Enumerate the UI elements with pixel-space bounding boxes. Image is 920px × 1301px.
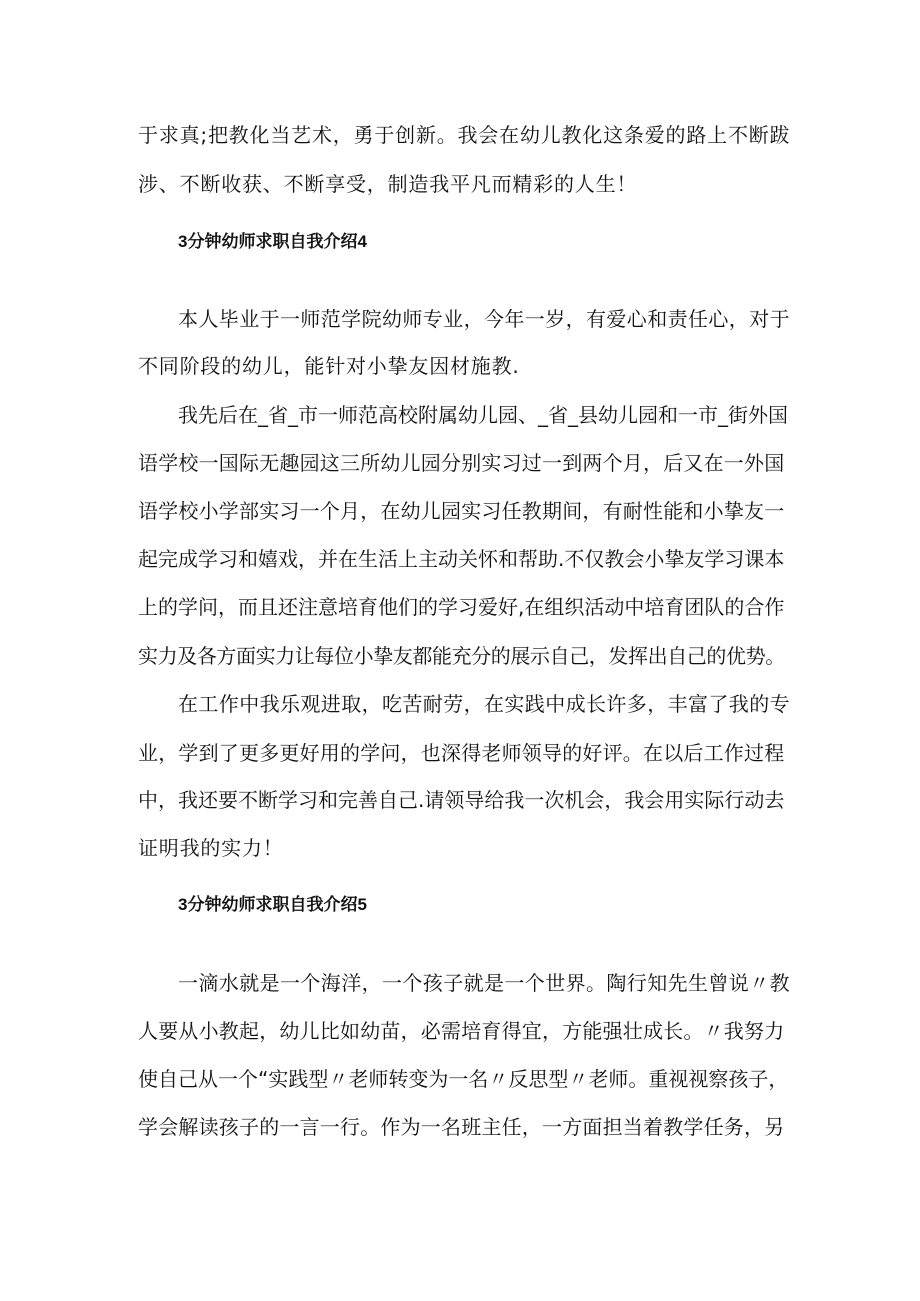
text-line: 语学校小学部实习一个月，在幼儿园实习任教期间，有耐性能和小挚友一 bbox=[138, 499, 785, 523]
text-line: 上的学问，而且还注意培育他们的学习爱好,在组织活动中培育团队的合作 bbox=[138, 595, 785, 619]
text-line: 在工作中我乐观进取，吃苦耐劳，在实践中成长许多，丰富了我的专 bbox=[178, 692, 790, 716]
text-line: 证明我的实力！ bbox=[138, 836, 284, 860]
text-line: 中，我还要不断学习和完善自己.请领导给我一次机会，我会用实际行动去 bbox=[138, 788, 785, 812]
text-line: 涉、不断收获、不断享受，制造我平凡而精彩的人生！ bbox=[138, 172, 638, 196]
text-line: 业，学到了更多更好用的学问，也深得老师领导的好评。在以后工作过程 bbox=[138, 741, 785, 765]
section-heading: 3分钟幼师求职自我介绍5 bbox=[178, 895, 367, 914]
text-line: 学会解读孩子的一言一行。作为一名班主任，一方面担当着教学任务，另 bbox=[138, 1115, 785, 1139]
text-line: 起完成学习和嬉戏，并在生活上主动关怀和帮助.不仅教会小挚友学习课本 bbox=[138, 547, 785, 571]
text-line: 于求真;把教化当艺术，勇于创新。我会在幼儿教化这条爱的路上不断跋 bbox=[138, 123, 791, 147]
text-line: 人要从小教起，幼儿比如幼苗，必需培育得宜，方能强壮成长。〃我努力 bbox=[138, 1019, 785, 1043]
text-line: 实力及各方面实力让每位小挚友都能充分的展示自己，发挥出自己的优势。 bbox=[138, 644, 785, 668]
text-line: 使自己从一个“实践型〃老师转变为一名〃反思型〃老师。重视视察孩子， bbox=[138, 1067, 789, 1091]
text-line: 本人毕业于一师范学院幼师专业，今年一岁，有爱心和责任心，对于 bbox=[178, 307, 790, 331]
text-line: 一滴水就是一个海洋，一个孩子就是一个世界。陶行知先生曾说〃教 bbox=[178, 971, 790, 995]
text-line: 不同阶段的幼儿，能针对小挚友因材施教. bbox=[138, 354, 520, 378]
section-heading: 3分钟幼师求职自我介绍4 bbox=[178, 232, 367, 251]
text-line: 语学校一国际无趣园这三所幼儿园分别实习过一到两个月，后又在一外国 bbox=[138, 451, 785, 475]
text-line: 我先后在_省_市一师范高校附属幼儿园、_省_县幼儿园和一市_街外国 bbox=[178, 403, 788, 427]
